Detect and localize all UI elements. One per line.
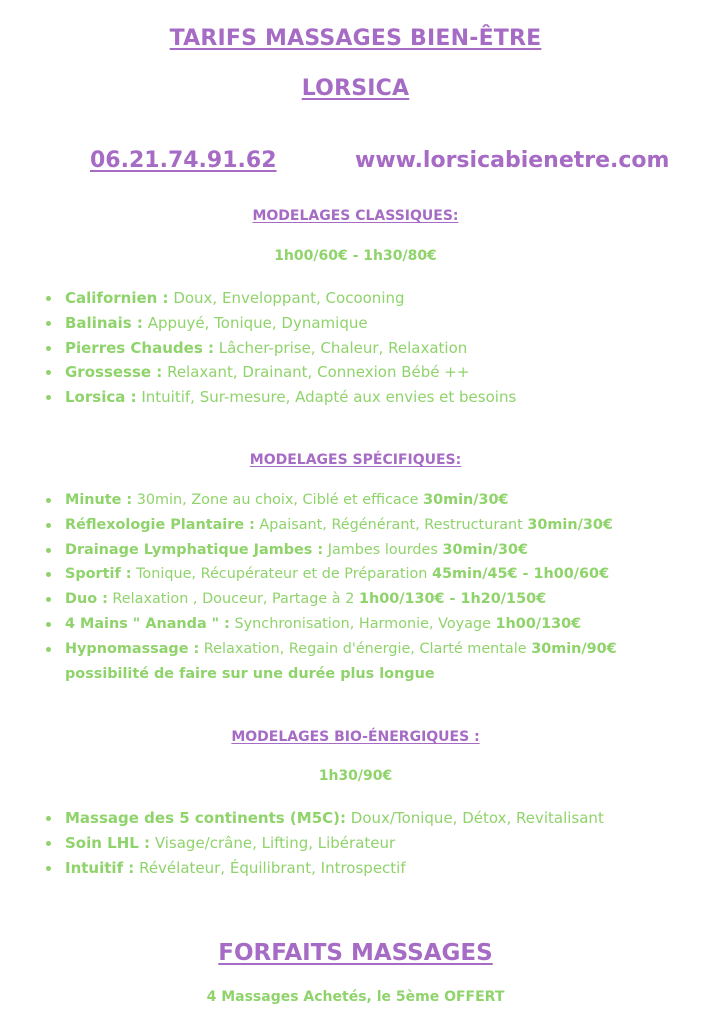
list-specifiques xyxy=(46,488,686,686)
list-item xyxy=(46,311,686,336)
item-price: 30min/90€ possibilité de faire sur une durée plus longue xyxy=(65,640,617,682)
section-heading-specifiques: MODELAGES SPÉCIFIQUES: xyxy=(249,452,462,468)
list-classiques xyxy=(46,286,686,410)
bullet-icon xyxy=(46,647,51,652)
list-item xyxy=(46,538,686,563)
item-desc: Synchronisation, Harmonie, Voyage xyxy=(229,615,496,632)
item-price: 45min/45€ - 1h00/60€ xyxy=(432,566,610,583)
item-name: Duo : xyxy=(65,591,108,608)
item-desc: Relaxation , Douceur, Partage à 2 xyxy=(107,591,359,608)
section-heading-bio: MODELAGES BIO-ÉNERGIQUES : xyxy=(231,729,480,745)
item-name: Lorsica : xyxy=(65,388,137,407)
item-price: 30min/30€ xyxy=(423,492,509,508)
list-item xyxy=(46,286,686,311)
item-name: Sportif : xyxy=(65,566,132,583)
item-name: Intuitif : xyxy=(65,858,135,877)
bullet-icon xyxy=(46,816,51,821)
item-name: Massage des 5 continents (M5C): xyxy=(65,809,347,827)
section-price-classiques: 1h00/60€ - 1h30/80€ xyxy=(274,248,437,264)
item-name: Grossesse : xyxy=(65,363,163,382)
item-name: Hypnomassage : xyxy=(65,640,200,657)
list-item xyxy=(46,360,686,385)
section-price-bio: 1h30/90€ xyxy=(318,768,393,784)
item-desc: 30min, Zone au choix, Ciblé et efficace xyxy=(132,492,424,508)
item-name: Soin LHL : xyxy=(65,833,151,852)
item-desc: Révélateur, Équilibrant, Introspectif xyxy=(134,858,406,877)
item-desc: Tonique, Récupérateur et de Préparation xyxy=(131,566,433,583)
list-item xyxy=(46,587,686,612)
item-desc: Jambes lourdes xyxy=(323,541,443,558)
bullet-icon xyxy=(46,622,51,627)
item-name: Californien : xyxy=(65,289,169,307)
bullet-icon xyxy=(46,572,51,577)
item-price: 30min/30€ xyxy=(442,541,528,558)
item-name: 4 Mains " Ananda " : xyxy=(65,615,230,632)
list-item xyxy=(46,336,686,361)
phone-number[interactable]: 06.21.74.91.62 xyxy=(90,148,277,173)
bullet-icon xyxy=(46,321,51,326)
list-item xyxy=(46,488,686,513)
list-item xyxy=(46,637,686,687)
item-desc: Relaxant, Drainant, Connexion Bébé ++ xyxy=(162,363,470,382)
item-name: Balinais : xyxy=(65,313,143,332)
list-item xyxy=(46,831,686,856)
item-desc: Intuitif, Sur-mesure, Adapté aux envies et besoins xyxy=(136,388,517,407)
bullet-icon xyxy=(46,296,51,301)
forfaits-title: FORFAITS MASSAGES xyxy=(218,940,493,966)
bullet-icon xyxy=(46,498,51,503)
bullet-icon xyxy=(46,866,51,871)
section-heading-classiques: MODELAGES CLASSIQUES: xyxy=(252,208,459,224)
page-title: TARIFS MASSAGES BIEN-ÊTRE xyxy=(169,26,542,51)
brand-name: LORSICA xyxy=(301,76,410,101)
item-desc: Appuyé, Tonique, Dynamique xyxy=(142,313,368,332)
item-desc: Doux, Enveloppant, Cocooning xyxy=(168,289,405,307)
item-name: Minute : xyxy=(65,492,133,508)
item-price: 1h00/130€ xyxy=(495,615,582,632)
list-item xyxy=(46,562,686,587)
item-name: Drainage Lymphatique Jambes : xyxy=(65,541,324,558)
list-bio xyxy=(46,806,686,880)
item-price: 1h00/130€ - 1h20/150€ xyxy=(358,591,547,608)
bullet-icon xyxy=(46,523,51,528)
website-link[interactable]: www.lorsicabienetre.com xyxy=(355,148,670,173)
bullet-icon xyxy=(46,370,51,375)
bullet-icon xyxy=(46,346,51,351)
item-desc: Doux/Tonique, Détox, Revitalisant xyxy=(346,809,604,827)
bullet-icon xyxy=(46,395,51,400)
list-item xyxy=(46,513,686,538)
item-name: Pierres Chaudes : xyxy=(65,338,214,357)
item-name: Réflexologie Plantaire : xyxy=(65,516,255,533)
item-price: 30min/30€ xyxy=(527,516,613,533)
bullet-icon xyxy=(46,548,51,553)
forfaits-offer: 4 Massages Achetés, le 5ème OFFERT xyxy=(206,989,505,1005)
item-desc: Lâcher-prise, Chaleur, Relaxation xyxy=(213,338,468,357)
list-item xyxy=(46,806,686,831)
item-desc: Visage/crâne, Lifting, Libérateur xyxy=(150,833,396,852)
list-item xyxy=(46,856,686,881)
bullet-icon xyxy=(46,597,51,602)
list-item xyxy=(46,385,686,410)
item-desc: Relaxation, Regain d'énergie, Clarté mentale xyxy=(199,640,532,657)
list-item xyxy=(46,612,686,637)
item-desc: Apaisant, Régénérant, Restructurant xyxy=(254,516,528,533)
bullet-icon xyxy=(46,841,51,846)
